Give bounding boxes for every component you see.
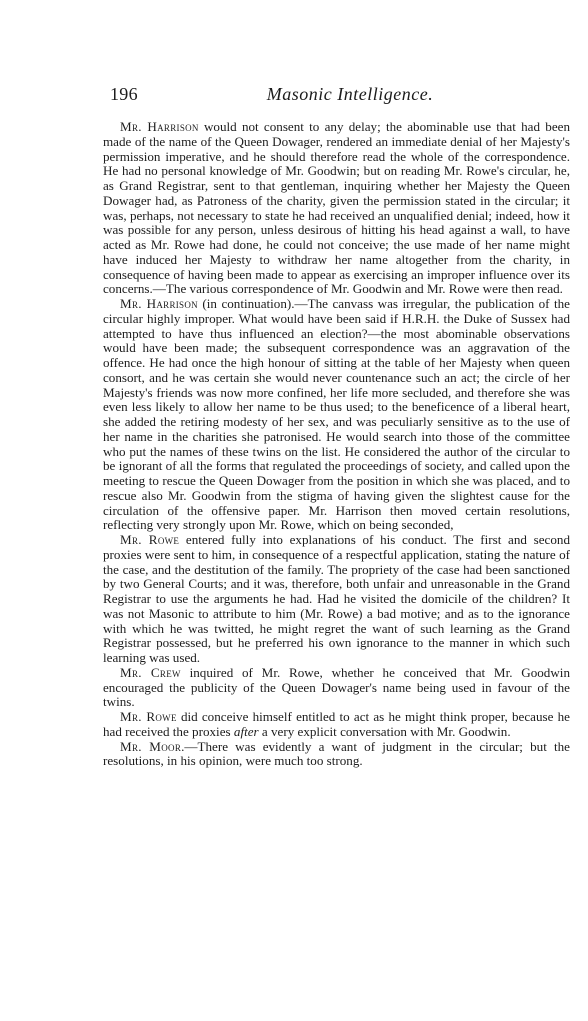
paragraph-rowe-1 xyxy=(103,533,570,666)
running-title: Masonic Intelligence. xyxy=(266,84,434,104)
paragraph-text-after: a very explicit conversation with Mr. Goodwin. xyxy=(258,723,511,739)
body-text xyxy=(103,120,570,769)
paragraph-harrison-1 xyxy=(103,120,570,297)
speaker-name: Mr. Moor xyxy=(120,738,182,754)
paragraph-moor xyxy=(103,740,570,770)
running-head xyxy=(110,84,570,108)
paragraph-text: inquired of Mr. Rowe, whether he conceived that Mr. Goodwin encouraged the publicity of the Queen Dowager's name being used in favour of the twins. xyxy=(103,664,570,710)
speaker-name: Mr. Rowe xyxy=(120,532,180,547)
paragraph-text: (in continuation).—The canvass was irregular, the publication of the circular highly improper. What would have been said if H.R.H. the Duke of Sussex had attempted to have thus influenced an election?—the most abominable observations would have been made; the subsequent correspondence was an aggravation of the offence. He had once the high honour of sitting at the table of her Majesty when queen consort, and he was certain she would never countenance such an act; the circle of her Majesty's friends was now more confined, her life more secluded, and therefore she was even less likely to allow her name to be thus used; to the beneficence of a liberal heart, she added the retiring modesty of her sex, and was peculiarly sensitive as to the use of her name in the charities she patronised. He would search into those of the committee who put the names of these twins on the list. He considered the author of the circular to be ignorant of all the forms that regulated the proceedings of society, and called upon the meeting to rescue the Queen Dowager from the position in which she was placed, and to rescue also Mr. Goodwin from the stigma of having given the slightest cause for the circulation of the offensive paper. Mr. Harrison then moved certain resolutions, reflecting very strongly upon Mr. Rowe, which on being seconded, xyxy=(103,296,570,533)
speaker-name: Mr. Crew xyxy=(120,664,181,680)
paragraph-rowe-2 xyxy=(103,710,570,740)
speaker-name: Mr. Harrison xyxy=(120,119,199,134)
paragraph-harrison-2 xyxy=(103,297,570,533)
speaker-name: Mr. Harrison xyxy=(120,296,198,311)
paragraph-text-before: did conceive himself entitled to act as he might think proper, because he had received the proxies xyxy=(103,709,570,739)
speaker-name: Mr. Rowe xyxy=(120,709,177,724)
emphasis-word: after xyxy=(233,723,259,739)
paragraph-crew xyxy=(103,666,570,710)
paragraph-text: .—There was evidently a want of judgment in the circular; but the resolutions, in his opinion, were much too strong. xyxy=(103,738,570,769)
paragraph-text: entered fully into explanations of his conduct. The first and second proxies were sent to him, in consequence of a respectful application, stating the nature of the case, and the destitution of the family. The propriety of the case had been sanctioned by two General Courts; and it was, therefore, both unfair and unreasonable in the Grand Registrar to use the arguments he had. Had he visited the domicile of the children? It was not Masonic to attribute to him (Mr. Rowe) a bad motive; and as to the ignorance with which he was twitted, he might regret the want of such learning as the Grand Registrar possessed, but he preferred his own ignorance to the manner in which such learning was used. xyxy=(103,532,570,665)
page-number: 196 xyxy=(110,84,138,104)
paragraph-text: would not consent to any delay; the abominable use that had been made of the name of the Queen Dowager, rendered an immediate denial of her Majesty's permission imperative, and he should therefore read the whole of the correspondence. He had no personal knowledge of Mr. Goodwin; but on reading Mr. Rowe's circular, he, as Grand Registrar, sent to that gentleman, inquiring whether her Majesty the Queen Dowager had, as Patroness of the charity, given the permission stated in the circular; it was, perhaps, not necessary to state he had received an unqualified denial; indeed, how it was possible for any person, unless desirous of hitting his head against a wall, to have acted as Mr. Rowe had done, he could not conceive; the use made of her name might have induced her Majesty to withdraw her name altogether from the charity, in consequence of having been made to appear as exercising an improper influence over its concerns.—The various correspondence of Mr. Goodwin and Mr. Rowe were then read. xyxy=(103,119,570,297)
